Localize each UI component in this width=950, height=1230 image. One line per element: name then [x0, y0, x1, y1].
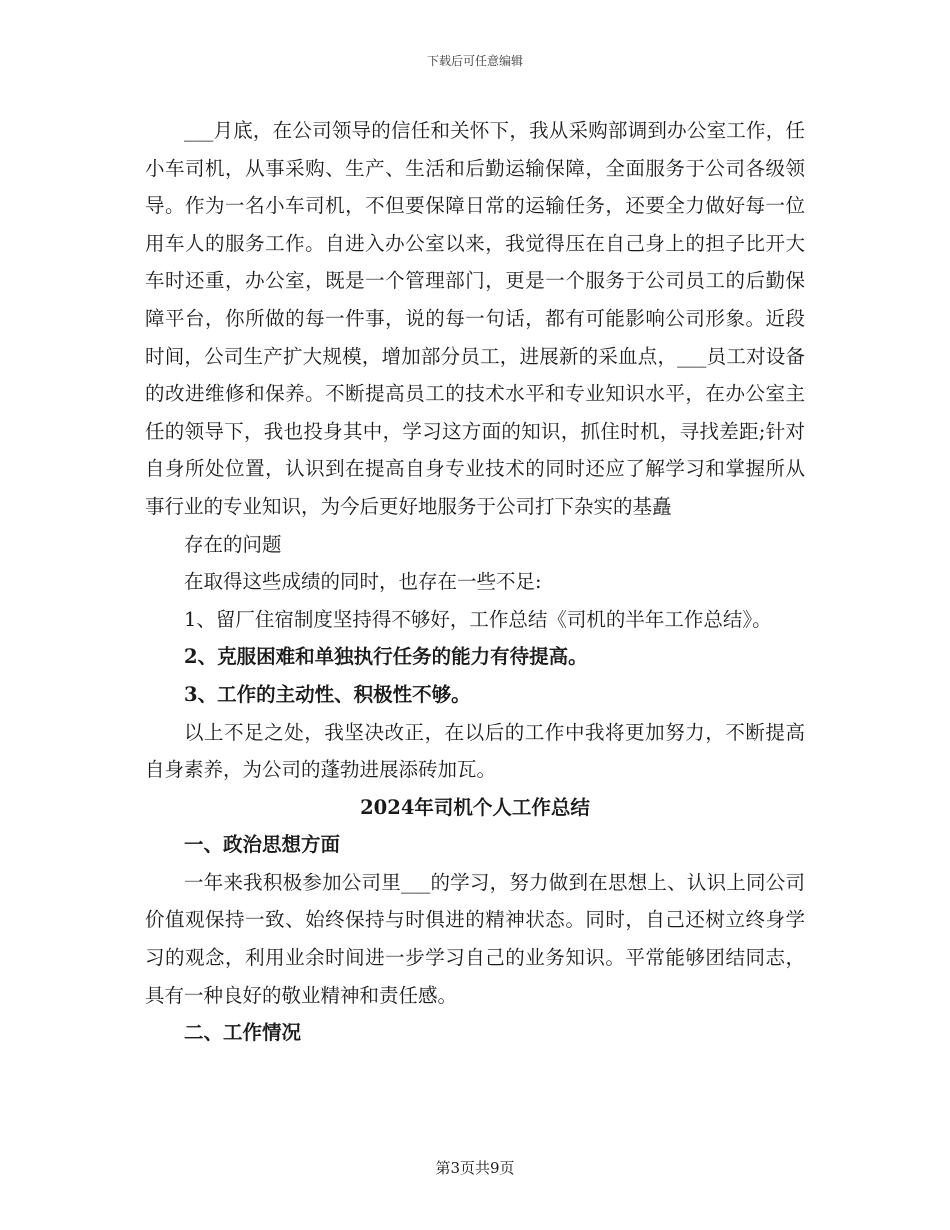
issue-item-1: 1、留厂住宿制度坚持得不够好，工作总结《司机的半年工作总结》。 — [184, 607, 772, 631]
section-1-paragraph: 一年来我积极参加公司里___的学习，努力做到在思想上、认识上同公司价值观保持一致、始终保持与时俱进的精神状态。同时，自己还树立终身学习的观念，利用业余时间进一步学习自己的业务知识。平常能够团结同志，具有一种良好的敬业精神和责任感。 — [145, 870, 805, 1007]
issue-item-3: 3、工作的主动性、积极性不够。 — [184, 682, 471, 706]
issues-intro: 在取得这些成绩的同时，也存在一些不足: — [184, 570, 542, 594]
page-number: 第3页共9页 — [435, 1159, 515, 1177]
document-title: 2024年司机个人工作总结 — [360, 795, 590, 819]
intro-paragraph: ___月底，在公司领导的信任和关怀下，我从采购部调到办公室工作，任小车司机，从事采购、生产、生活和后勤运输保障，全面服务于公司各级领导。作为一名小车司机，不但要保障日常的运输任务，还要全力做好每一位用车人的服务工作。自进入办公室以来，我觉得压在自己身上的担子比开大车时还重，办公室，既是一个管理部门，更是一个服务于公司员工的后勤保障平台，你所做的每一件事，说的每一句话，都有可能影响公司形象。近段时间，公司生产扩大规模，增加部分员工，进展新的采血点，___员工对设备的改进维修和保养。不断提高员工的技术水平和专业知识水平，在办公室主任的领导下，我也投身其中，学习这方面的知识，抓住时机，寻找差距;针对自身所处位置，认识到在提高自身专业技术的同时还应了解学习和掌握所从事行业的专业知识，为今后更好地服务于公司打下杂实的基矗 — [145, 119, 805, 518]
section-1-heading: 一、政治思想方面 — [184, 833, 341, 857]
document-body — [145, 112, 805, 1052]
page-header-note: 下载后可任意编辑 — [426, 54, 523, 68]
closing-paragraph: 以上不足之处，我坚决改正，在以后的工作中我将更加努力，不断提高自身素养，为公司的蓬勃进展添砖加瓦。 — [145, 720, 805, 782]
issue-item-2: 2、克服困难和单独执行任务的能力有待提高。 — [184, 645, 588, 669]
section-2-heading: 二、工作情况 — [184, 1021, 302, 1045]
issues-heading: 存在的问题 — [184, 532, 282, 556]
